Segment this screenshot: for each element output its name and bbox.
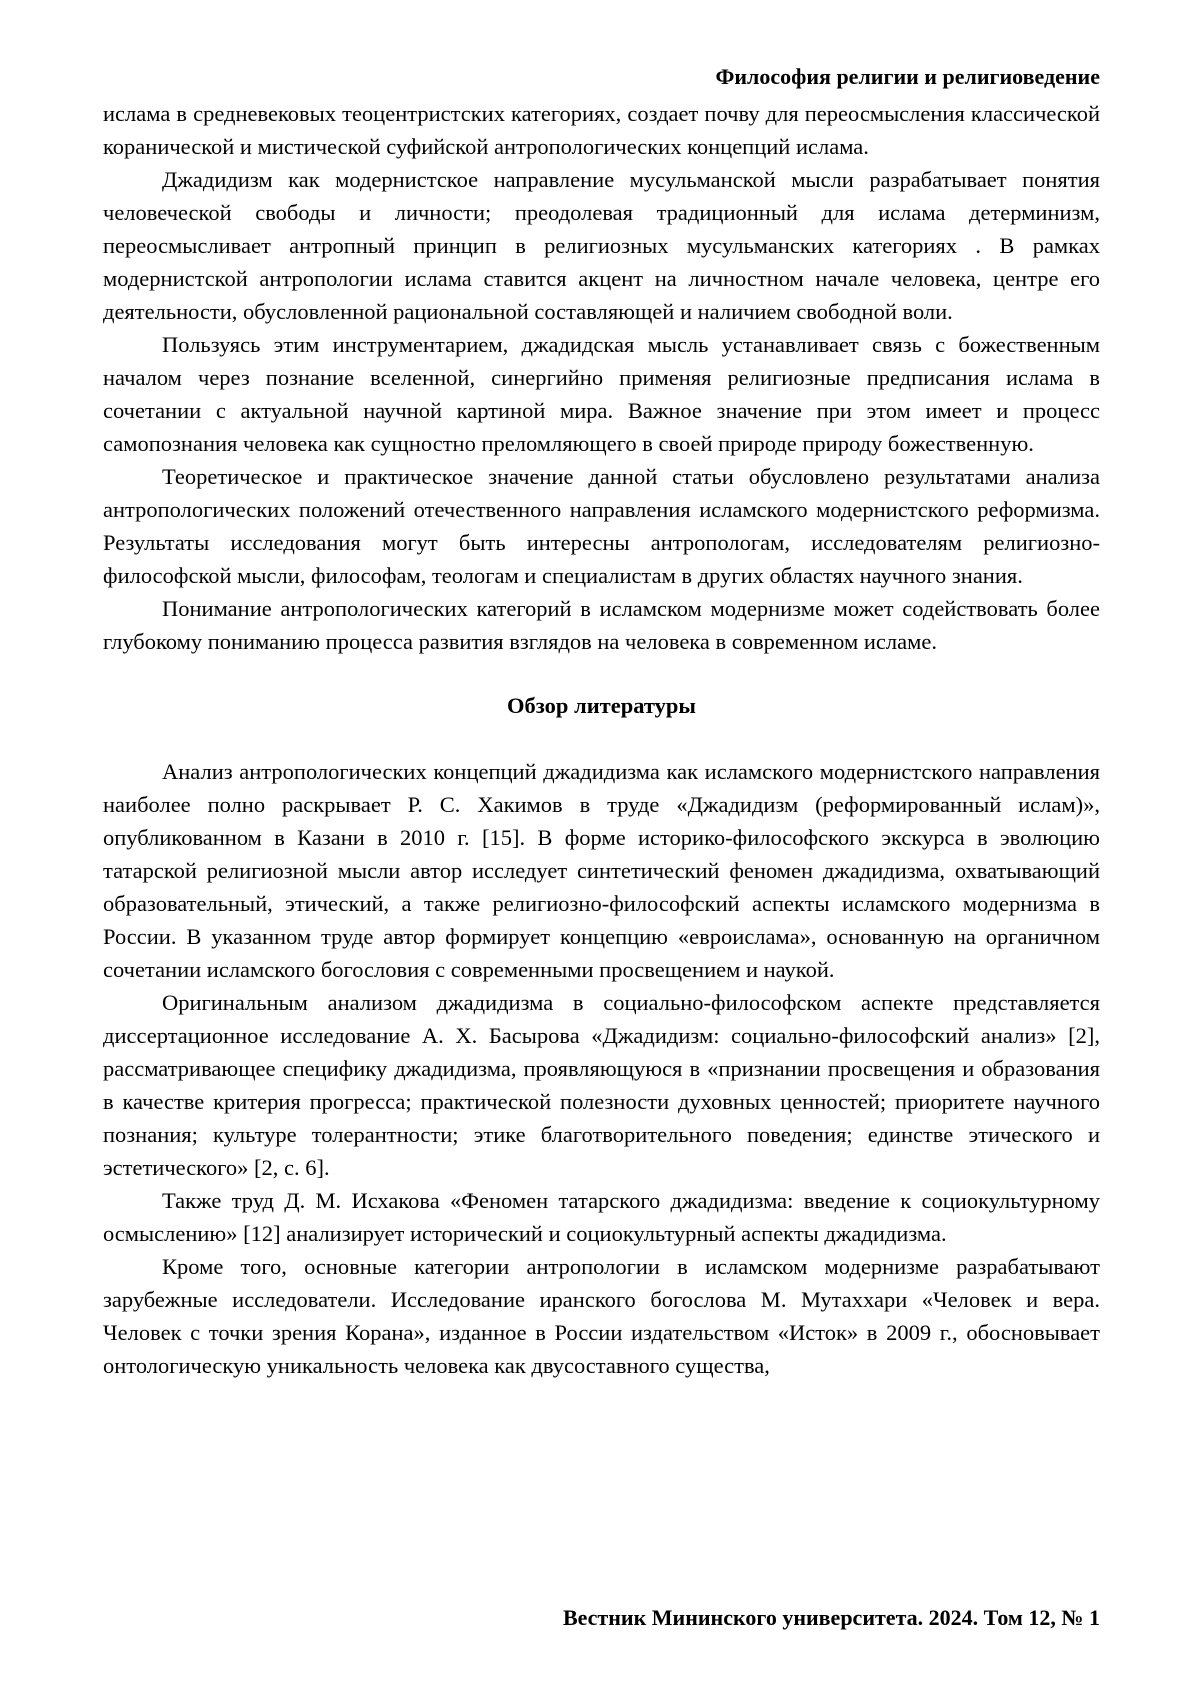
- paragraph-intro-understanding: Понимание антропологических категорий в исламском модернизме может содействовать более глубокому пониманию процесса развития взглядов на человека в современном исламе.: [103, 596, 1100, 654]
- paragraph-intro-continuation: ислама в средневековых теоцентристских категориях, создает почву для переосмысления классической коранической и мистической суфийской антропологических концепций ислама.: [103, 101, 1100, 159]
- article-body: [103, 97, 1100, 1382]
- paragraph-intro-instrumentary: Пользуясь этим инструментарием, джадидская мысль устанавливает связь с божественным началом через познание вселенной, синергийно применяя религиозные предписания ислама в сочетании с актуальной научной картиной мира. Важное значение при этом имеет и процесс самопознания человека как сущностно преломляющего в своей природе природу божественную.: [103, 332, 1100, 456]
- paragraph-lit-foreign-researchers: Кроме того, основные категории антропологии в исламском модернизме разрабатывают зарубежные исследователи. Исследование иранского богослова М. Мутаххари «Человек и вера. Человек с точки зрения Корана», изданное в России издательством «Исток» в 2009 г., обосновывает онтологическую уникальность человека как двусоставного существа,: [103, 1254, 1100, 1378]
- paragraph-intro-jadidism: Джадидизм как модернистское направление мусульманской мысли разрабатывает понятия человеческой свободы и личности; преодолевая традиционный для ислама детерминизм, переосмысливает антропный принцип в религиозных мусульманских категориях . В рамках модернистской антропологии ислама ставится акцент на личностном начале человека, центре его деятельности, обусловленной рациональной составляющей и наличием свободной воли.: [103, 167, 1100, 324]
- running-header: Философия религии и религиоведение: [715, 64, 1100, 89]
- page-footer: Вестник Мининского университета. 2024. Том 12, № 1: [562, 1605, 1100, 1630]
- paragraph-lit-khakimov: Анализ антропологических концепций джадидизма как исламского модернистского направления наиболее полно раскрывает Р. С. Хакимов в труде «Джадидизм (реформированный ислам)», опубликованном в Казани в 2010 г. [15]. В форме историко-философского экскурса в эволюцию татарской религиозной мысли автор исследует синтетический феномен джадидизма, охватывающий образовательный, этический, а также религиозно-философский аспекты исламского модернизма в России. В указанном труде автор формирует концепцию «евроислама», основанную на органичном сочетании исламского богословия с современными просвещением и наукой.: [103, 759, 1100, 982]
- paragraph-lit-basyrov: Оригинальным анализом джадидизма в социально-философском аспекте представляется диссертационное исследование А. Х. Басырова «Джадидизм: социально-философский анализ» [2], рассматривающее специфику джадидизма, проявляющуюся в «признании просвещения и образования в качестве критерия прогресса; практической полезности духовных ценностей; приоритете научного познания; культуре толерантности; этике благотворительного поведения; единстве этического и эстетического» [2, с. 6].: [103, 990, 1100, 1180]
- paragraph-intro-significance: Теоретическое и практическое значение данной статьи обусловлено результатами анализа антропологических положений отечественного направления исламского модернистского реформизма. Результаты исследования могут быть интересны антропологам, исследователям религиозно-философской мысли, философам, теологам и специалистам в других областях научного знания.: [103, 464, 1100, 588]
- paragraph-lit-iskhakov: Также труд Д. М. Исхакова «Феномен татарского джадидизма: введение к социокультурному осмыслению» [12] анализирует исторический и социокультурный аспекты джадидизма.: [103, 1188, 1100, 1246]
- section-heading-literature-review: Обзор литературы: [507, 693, 696, 718]
